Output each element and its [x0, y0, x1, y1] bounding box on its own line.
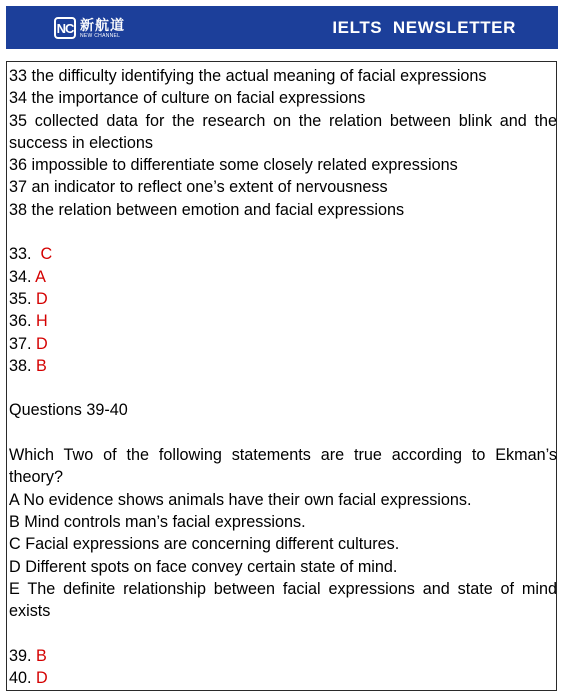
statement-36: 36 impossible to differentiate some closely related expressions [9, 156, 458, 175]
new-channel-logo [54, 13, 125, 43]
answer-letter: A [35, 267, 46, 286]
option-a: A No evidence shows animals have their own facial expressions. [9, 490, 472, 509]
answer-39 [9, 645, 557, 667]
statement-35: 35 collected data for the research on the relation between blink and the success in elections [9, 111, 557, 152]
content-body [9, 65, 557, 689]
answer-number: 39. [9, 646, 37, 665]
answer-33 [9, 243, 557, 265]
answer-letter: B [36, 356, 47, 375]
logo-chinese-name: 新航道 [80, 16, 125, 33]
logo-mark-icon: NC [54, 17, 76, 39]
logo-english-name: NEW CHANNEL [80, 32, 121, 39]
answer-number: 35. [9, 289, 37, 308]
answer-36 [9, 310, 557, 332]
option-d: D Different spots on face convey certain state of mind. [9, 557, 398, 576]
header-title: IELTS NEWSLETTER [332, 18, 516, 37]
option-c: C Facial expressions are concerning different cultures. [9, 535, 400, 554]
option-b: B Mind controls man’s facial expressions. [9, 512, 306, 531]
option-e: E The definite relationship between facial expressions and state of mind exists [9, 579, 557, 621]
statement-38: 38 the relation between emotion and facial expressions [9, 200, 405, 219]
answer-letter: B [36, 646, 47, 665]
answer-number: 38. [9, 356, 37, 375]
answer-letter: H [36, 312, 48, 331]
answer-letter: D [36, 334, 48, 353]
answer-35 [9, 288, 557, 310]
answer-number: 33. [9, 245, 41, 264]
section-title: Questions 39-40 [9, 401, 128, 420]
answer-34 [9, 266, 557, 288]
answer-number: 36. [9, 312, 37, 331]
answer-38 [9, 355, 557, 377]
statement-34: 34 the importance of culture on facial expressions [9, 89, 366, 108]
answer-40 [9, 667, 557, 689]
question-text: Which Two of the following statements are true according to Ekman’s theory? [9, 446, 557, 487]
logo-text [80, 18, 125, 39]
answer-letter: D [36, 669, 48, 688]
answer-number: 37. [9, 334, 37, 353]
statement-37: 37 an indicator to reflect one’s extent of nervousness [9, 178, 388, 197]
answer-letter: D [36, 289, 48, 308]
answer-37 [9, 333, 557, 355]
statement-33: 33 the difficulty identifying the actual meaning of facial expressions [9, 67, 487, 85]
answer-number: 34. [9, 267, 36, 286]
answer-letter: C [40, 245, 53, 264]
answer-number: 40. [9, 669, 37, 688]
newsletter-header [6, 6, 558, 49]
